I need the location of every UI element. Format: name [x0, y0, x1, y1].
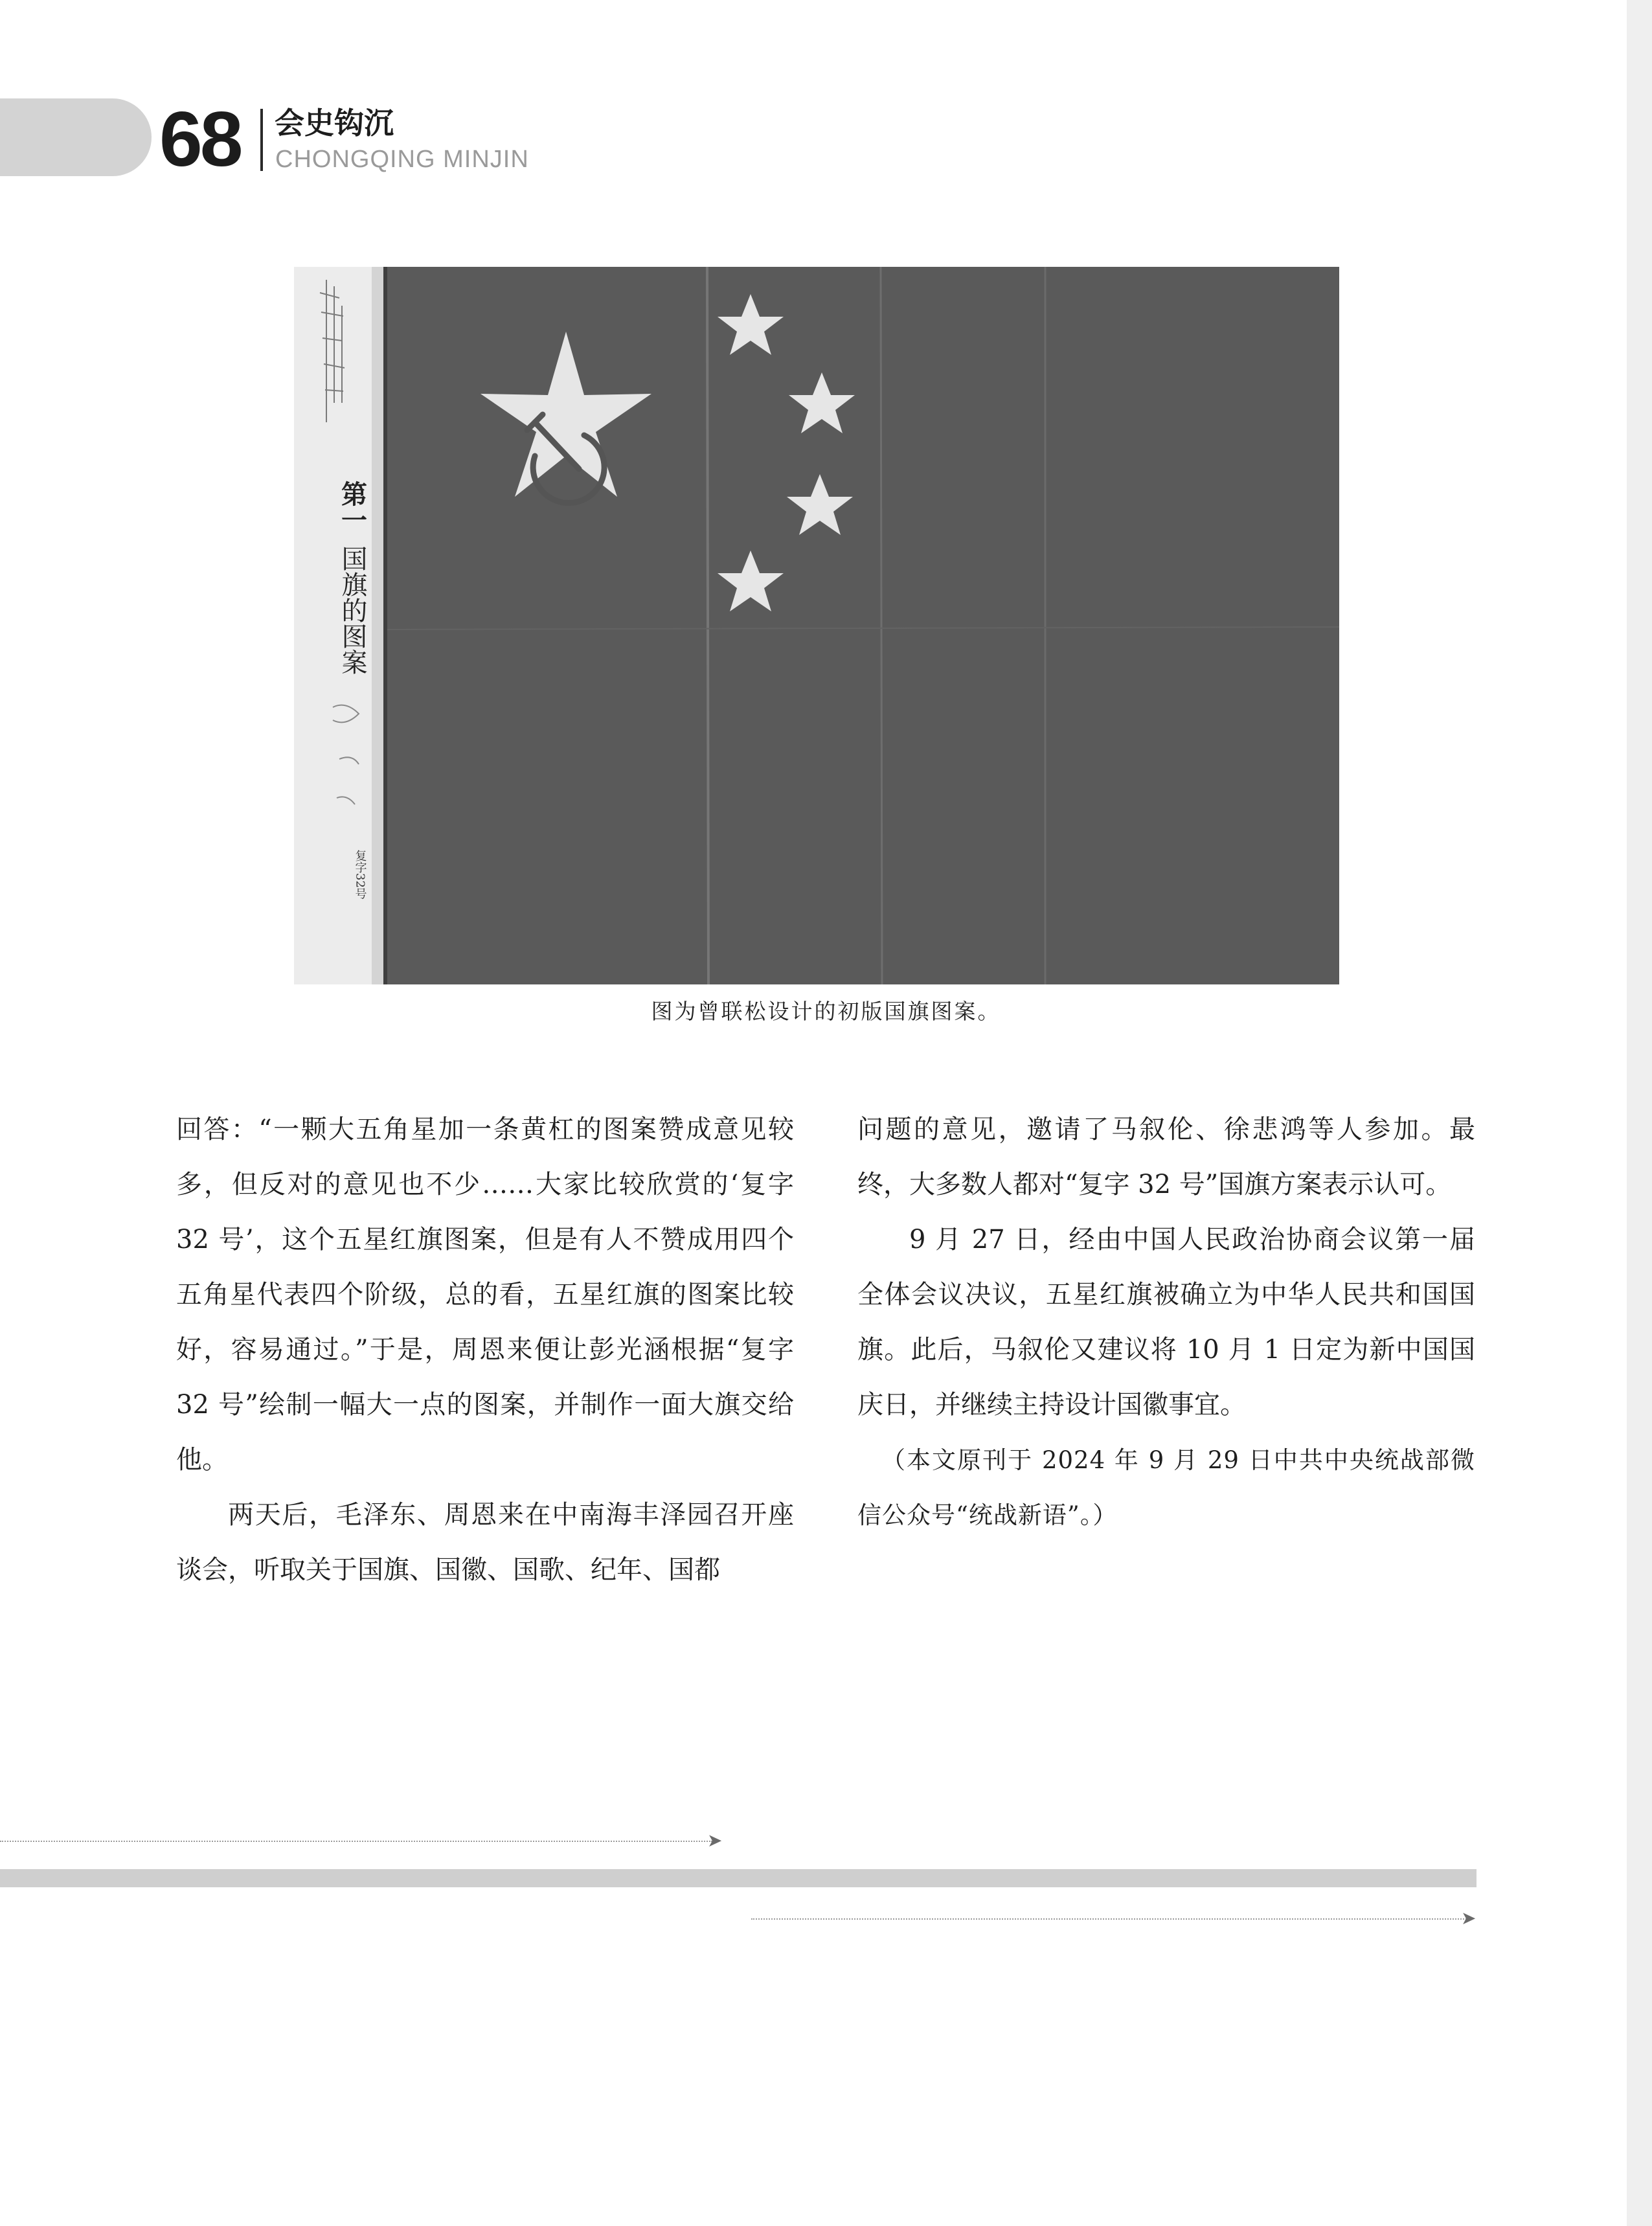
page-number: 68: [159, 96, 241, 183]
article-left-column: [176, 1102, 794, 1598]
column-subtitle: CHONGQING MINJIN: [275, 146, 529, 173]
flag-photo-svg: [294, 267, 1339, 984]
dotted-rule: [0, 1841, 712, 1842]
flag-design-photo: [294, 267, 1339, 984]
footer-bar: [0, 1869, 1477, 1887]
flag-field: [294, 267, 1339, 984]
paragraph: 两天后，毛泽东、周恩来在中南海丰泽园召开座谈会，听取关于国旗、国徽、国歌、纪年、国都: [176, 1500, 794, 1585]
figure-caption: 图为曾联松设计的初版国旗图案。: [651, 999, 1001, 1024]
dotted-rule: [751, 1918, 1469, 1920]
handwritten-note-1: 第一: [337, 481, 368, 532]
page-edge-strip: [1627, 0, 1652, 2226]
source-note: （本文原刊于 2024 年 9 月 29 日中共中央统战部微信公众号“统战新语”。）: [857, 1446, 1475, 1529]
paragraph: 问题的意见，邀请了马叙伦、徐悲鸿等人参加。最终，大多数人都对“复字 32 号”国旗方案表示认可。: [857, 1115, 1475, 1199]
arrow-right-icon: ➤: [1461, 1907, 1477, 1929]
header-tab: [0, 98, 152, 176]
handwritten-code: 复字32号: [353, 850, 367, 900]
arrow-right-icon: ➤: [707, 1830, 723, 1851]
handwritten-note-2: 国旗的图案: [337, 545, 367, 675]
paragraph: 回答：“一颗大五角星加一条黄杠的图案赞成意见较多，但反对的意见也不少……大家比较欣赏的‘复字 32 号’，这个五星红旗图案，但是有人不赞成用四个五角星代表四个阶级，总的看，五星红旗的图案比较好，容易通过。”于是，周恩来便让彭光涵根据“复字 32 号”绘制一幅大一点的图案，并制作一面大旗交给他。: [176, 1115, 794, 1475]
column-title: 会史钩沉: [275, 106, 394, 141]
header-divider: [260, 109, 263, 171]
paragraph: 9 月 27 日，经由中国人民政治协商会议第一届全体会议决议，五星红旗被确立为中华人民共和国国旗。此后，马叙伦又建议将 10 月 1 日定为新中国国庆日，并继续主持设计国徽事宜。: [857, 1225, 1475, 1420]
article-right-column: [857, 1102, 1475, 1543]
